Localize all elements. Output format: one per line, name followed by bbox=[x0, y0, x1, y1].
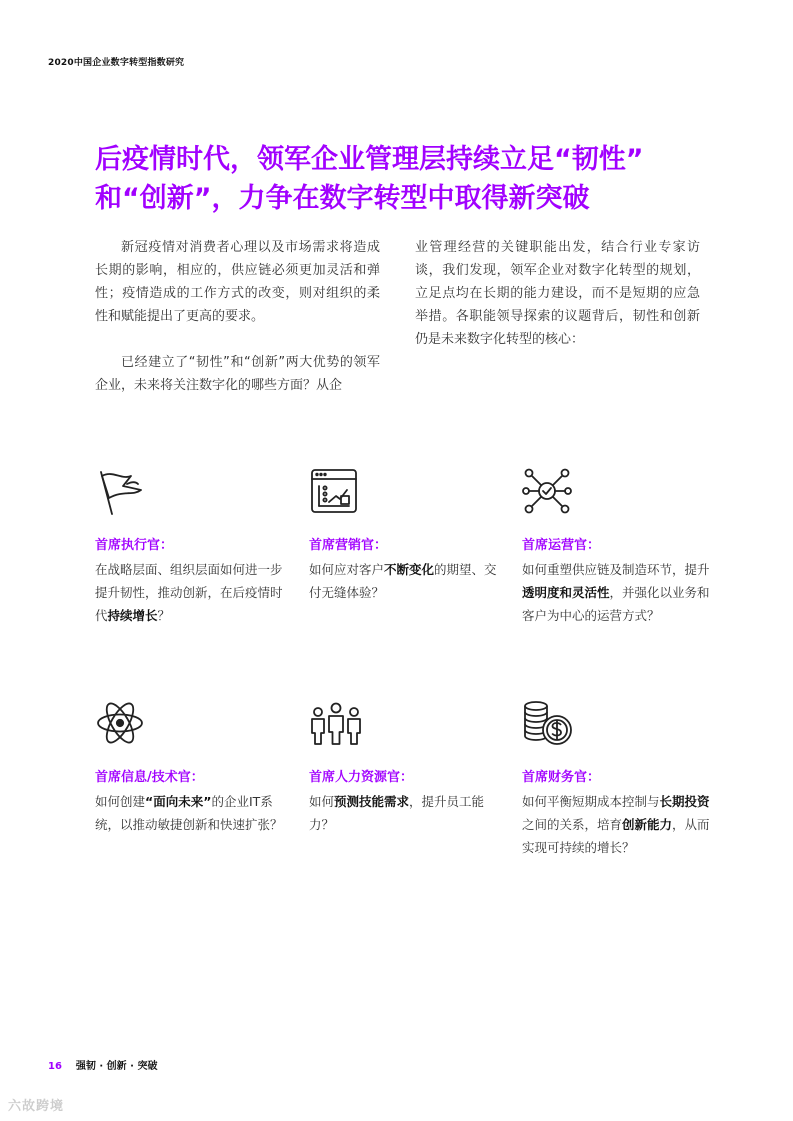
highlight-text: 透明度和灵活性 bbox=[522, 585, 610, 600]
atom-icon bbox=[95, 698, 149, 752]
intro-column-right bbox=[415, 236, 700, 351]
role-title: 首席运营官： bbox=[522, 538, 601, 553]
page-number: 16 bbox=[48, 1061, 62, 1072]
title-line-1: 后疫情时代，领军企业管理层持续立足“韧性” bbox=[95, 144, 644, 175]
highlight-text: 创新能力 bbox=[622, 817, 673, 832]
intro-paragraph-2: 已经建立了“韧性”和“创新”两大优势的领军企业，未来将关注数字化的哪些方面？从企 bbox=[95, 355, 380, 393]
description-text: 如何平衡短期成本控制与 bbox=[522, 794, 660, 809]
people-icon bbox=[309, 698, 363, 752]
role-description bbox=[522, 790, 712, 859]
role-title: 首席人力资源官： bbox=[309, 770, 414, 785]
role-title: 首席信息/技术官： bbox=[95, 770, 204, 785]
role-ceo bbox=[95, 466, 285, 627]
description-text: ，从而实现可持续的增长？ bbox=[522, 817, 710, 855]
highlight-text: 不断变化 bbox=[384, 562, 435, 577]
role-cmo bbox=[309, 466, 499, 604]
description-text: 在战略层面、组织层面如何进一步提升韧性，推动创新，在后疫情时代 bbox=[95, 562, 283, 623]
page-footer bbox=[48, 1057, 157, 1072]
description-text: 之间的关系，培育 bbox=[522, 817, 623, 832]
role-title: 首席营销官： bbox=[309, 538, 388, 553]
title-line-2: 和“创新”，力争在数字转型中取得新突破 bbox=[95, 183, 590, 214]
footer-slogan: 强韧 · 创新 · 突破 bbox=[75, 1061, 158, 1072]
highlight-text: 持续增长 bbox=[107, 608, 158, 623]
flag-icon bbox=[95, 466, 149, 520]
coins-dollar-icon bbox=[522, 698, 576, 752]
description-text: 的企业IT系统，以推动敏捷创新和快速扩张？ bbox=[95, 794, 283, 832]
description-text: 的期望、交付无缝体验？ bbox=[309, 562, 497, 600]
role-title: 首席财务官： bbox=[522, 770, 601, 785]
dashboard-chart-icon bbox=[309, 466, 363, 520]
role-description bbox=[95, 790, 285, 836]
page-title bbox=[95, 140, 735, 218]
role-description bbox=[309, 790, 499, 836]
role-description bbox=[522, 558, 712, 627]
description-text: 如何创建 bbox=[95, 794, 146, 809]
role-description bbox=[95, 558, 285, 627]
role-title: 首席执行官： bbox=[95, 538, 174, 553]
intro-column-left bbox=[95, 236, 380, 397]
intro-paragraph-3: 业管理经营的关键职能出发，结合行业专家访谈，我们发现，领军企业对数字化转型的规划，立足点均在长期的能力建设，而不是短期的应急举措。各职能领导探索的议题背后，韧性和创新仍是未来数字化转型的核心： bbox=[415, 240, 700, 347]
description-text: 如何应对客户 bbox=[309, 562, 385, 577]
role-coo bbox=[522, 466, 712, 627]
role-chro bbox=[309, 698, 499, 836]
description-text: 如何 bbox=[309, 794, 335, 809]
highlight-text: 长期投资 bbox=[659, 794, 710, 809]
description-text: ，提升员工能力？ bbox=[309, 794, 485, 832]
role-cio-cto bbox=[95, 698, 285, 836]
highlight-text: 预测技能需求 bbox=[334, 794, 410, 809]
report-header: 2020中国企业数字转型指数研究 bbox=[48, 58, 185, 68]
highlight-text: “面向未来” bbox=[145, 794, 212, 809]
description-text: 如何重塑供应链及制造环节，提升 bbox=[522, 562, 710, 577]
description-text: ，并强化以业务和客户为中心的运营方式？ bbox=[522, 585, 710, 623]
intro-paragraph-1: 新冠疫情对消费者心理以及市场需求将造成长期的影响，相应的，供应链必须更加灵活和弹性；疫情造成的工作方式的改变，则对组织的柔性和赋能提出了更高的要求。 bbox=[95, 240, 380, 324]
watermark: 六故跨境 bbox=[8, 1099, 65, 1114]
network-check-icon bbox=[522, 466, 576, 520]
role-cfo bbox=[522, 698, 712, 859]
role-description bbox=[309, 558, 499, 604]
description-text: ？ bbox=[157, 608, 171, 623]
